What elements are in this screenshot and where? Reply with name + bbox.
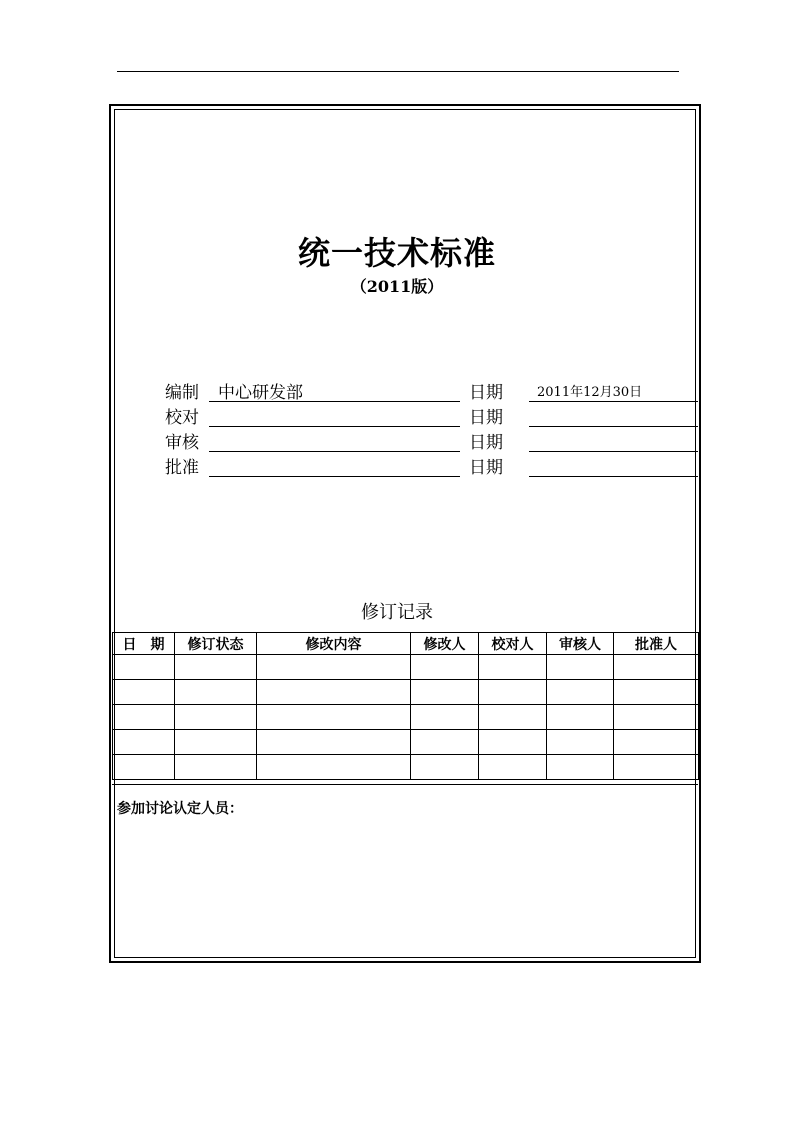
- table-cell: [614, 680, 699, 705]
- table-row: [113, 680, 699, 705]
- signature-line: [209, 451, 460, 452]
- date-line: [529, 426, 698, 427]
- table-cell: [257, 655, 411, 680]
- table-cell: [113, 655, 175, 680]
- date-label: 日期: [469, 433, 503, 453]
- date-label: 日期: [469, 408, 503, 428]
- table-cell: [257, 730, 411, 755]
- table-cell: [175, 755, 257, 780]
- table-cell: [614, 755, 699, 780]
- signature-value: 中心研发部: [218, 383, 303, 403]
- signature-line: [209, 401, 460, 402]
- document-title: 统一技术标准: [297, 234, 496, 272]
- table-cell: [614, 730, 699, 755]
- signature-row-compile: [0, 378, 794, 402]
- table-cell: [479, 705, 547, 730]
- table-cell: [113, 680, 175, 705]
- signature-label: 校对: [165, 408, 199, 428]
- table-cell: [175, 680, 257, 705]
- date-value: 2011年12月30日: [537, 385, 643, 400]
- header-rule: [117, 71, 679, 72]
- table-cell: [547, 705, 614, 730]
- date-label: 日期: [469, 383, 503, 403]
- date-line: [529, 476, 698, 477]
- table-cell: [614, 705, 699, 730]
- date-line: [529, 451, 698, 452]
- revision-record-table: [112, 632, 699, 780]
- signature-line: [209, 426, 460, 427]
- signature-label: 批准: [165, 458, 199, 478]
- table-cell: [257, 755, 411, 780]
- table-cell: [411, 655, 479, 680]
- column-header-reviewer: 审核人: [547, 633, 614, 655]
- table-cell: [175, 705, 257, 730]
- table-cell: [113, 730, 175, 755]
- participants-section: [112, 784, 698, 960]
- column-header-proofreader: 校对人: [479, 633, 547, 655]
- table-cell: [479, 730, 547, 755]
- table-cell: [411, 680, 479, 705]
- signature-line: [209, 476, 460, 477]
- signature-row-review: [0, 428, 794, 452]
- table-cell: [547, 755, 614, 780]
- table-cell: [411, 755, 479, 780]
- signature-row-approve: [0, 453, 794, 477]
- table-cell: [257, 705, 411, 730]
- table-row: [113, 705, 699, 730]
- column-header-modifier: 修改人: [411, 633, 479, 655]
- table-cell: [113, 705, 175, 730]
- signature-label: 审核: [165, 433, 199, 453]
- table-cell: [257, 680, 411, 705]
- table-cell: [113, 755, 175, 780]
- table-cell: [614, 655, 699, 680]
- table-row: [113, 655, 699, 680]
- table-cell: [547, 730, 614, 755]
- column-header-content: 修改内容: [257, 633, 411, 655]
- table-cell: [175, 730, 257, 755]
- date-line: [529, 401, 698, 402]
- table-cell: [479, 680, 547, 705]
- date-label: 日期: [469, 458, 503, 478]
- table-cell: [175, 655, 257, 680]
- participants-label: 参加讨论认定人员：: [117, 801, 243, 817]
- table-cell: [547, 680, 614, 705]
- column-header-status: 修订状态: [175, 633, 257, 655]
- table-cell: [479, 755, 547, 780]
- column-header-approver: 批准人: [614, 633, 699, 655]
- signature-label: 编制: [165, 383, 199, 403]
- table-cell: [411, 730, 479, 755]
- document-version: （2011版）: [350, 277, 444, 296]
- table-cell: [411, 705, 479, 730]
- table-cell: [479, 655, 547, 680]
- signature-row-proofread: [0, 403, 794, 427]
- revision-header-row: [113, 633, 699, 655]
- table-row: [113, 755, 699, 780]
- column-header-date: 日 期: [113, 633, 175, 655]
- table-cell: [547, 655, 614, 680]
- revision-record-title: 修订记录: [361, 602, 433, 623]
- table-row: [113, 730, 699, 755]
